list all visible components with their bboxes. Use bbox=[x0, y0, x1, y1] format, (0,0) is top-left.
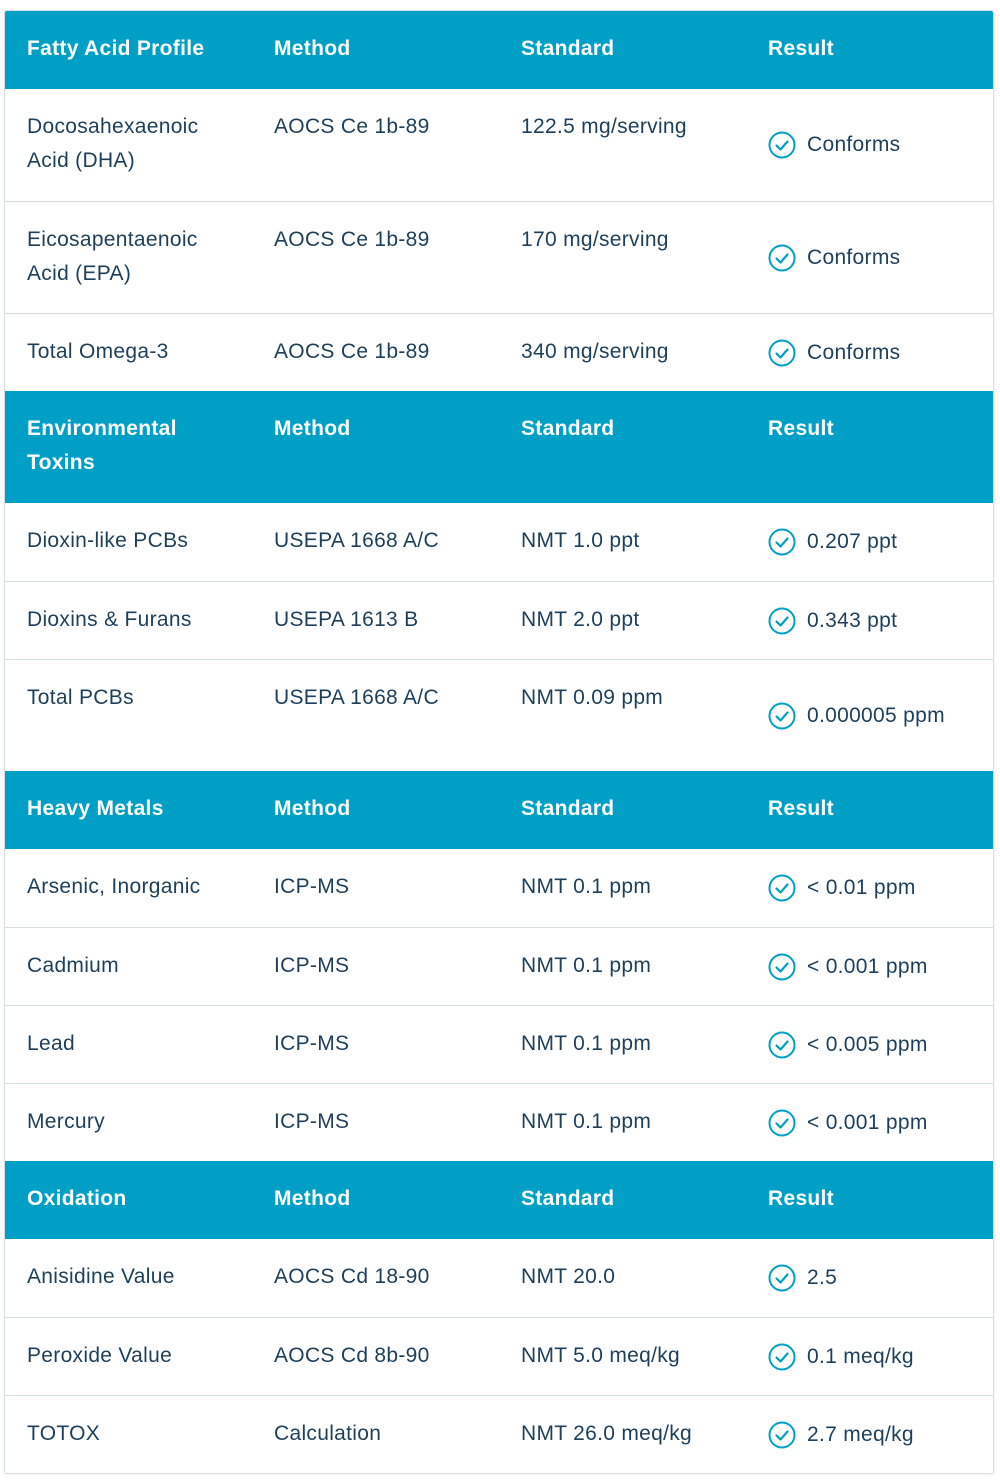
result-cell bbox=[746, 1006, 993, 1083]
result-cell bbox=[746, 503, 993, 581]
table-row bbox=[5, 1239, 993, 1317]
analyte-name: TOTOX bbox=[27, 1422, 101, 1445]
result-value: 0.343 ppt bbox=[807, 608, 898, 632]
table-row bbox=[5, 659, 993, 771]
table-row bbox=[5, 1395, 993, 1473]
standard-value: 340 mg/serving bbox=[521, 340, 669, 363]
check-circle-icon bbox=[768, 131, 796, 159]
column-header-method: Method bbox=[274, 797, 351, 820]
result-cell bbox=[746, 928, 993, 1005]
result-cell bbox=[746, 1084, 993, 1161]
column-header-standard: Standard bbox=[521, 37, 615, 60]
column-header-result: Result bbox=[768, 1187, 834, 1210]
section-header-heavy-metals bbox=[5, 771, 993, 849]
analyte-name: Cadmium bbox=[27, 954, 119, 977]
result-value: Conforms bbox=[807, 133, 901, 156]
result-value: Conforms bbox=[807, 340, 901, 364]
standard-value: 122.5 mg/serving bbox=[521, 115, 687, 138]
standard-value: NMT 0.1 ppm bbox=[521, 875, 652, 898]
method-value: AOCS Ce 1b-89 bbox=[274, 340, 430, 363]
standard-value: NMT 2.0 ppt bbox=[521, 608, 640, 631]
check-circle-icon bbox=[768, 874, 796, 902]
result-value: 0.000005 ppm bbox=[807, 703, 945, 727]
method-value: AOCS Ce 1b-89 bbox=[274, 115, 430, 138]
table-row bbox=[5, 503, 993, 581]
result-value: < 0.005 ppm bbox=[807, 1032, 928, 1056]
result-value: 0.207 ppt bbox=[807, 530, 898, 553]
method-value: ICP-MS bbox=[274, 954, 350, 977]
result-cell bbox=[746, 89, 993, 201]
result-cell bbox=[746, 849, 993, 927]
result-value: < 0.001 ppm bbox=[807, 954, 928, 978]
check-circle-icon bbox=[768, 1109, 796, 1137]
table-row bbox=[5, 581, 993, 659]
section-header-fatty-acid-profile bbox=[5, 11, 993, 89]
check-circle-icon bbox=[768, 528, 796, 556]
check-circle-icon bbox=[768, 1264, 796, 1292]
result-value: 2.5 bbox=[807, 1266, 838, 1289]
column-header-method: Method bbox=[274, 1187, 351, 1210]
result-value: < 0.001 ppm bbox=[807, 1110, 928, 1134]
table-row bbox=[5, 89, 993, 201]
section-header-environmental-toxins bbox=[5, 391, 993, 503]
standard-value: NMT 5.0 meq/kg bbox=[521, 1344, 681, 1367]
standard-value: NMT 0.1 ppm bbox=[521, 1110, 652, 1133]
standard-value: NMT 1.0 ppt bbox=[521, 529, 640, 552]
table-row bbox=[5, 201, 993, 313]
analyte-name: Eicosapentaenoic Acid (EPA) bbox=[27, 228, 198, 285]
analyte-name: Mercury bbox=[27, 1110, 105, 1133]
result-cell bbox=[746, 202, 993, 313]
check-circle-icon bbox=[768, 1421, 796, 1449]
standard-value: NMT 0.1 ppm bbox=[521, 1032, 652, 1055]
result-value: Conforms bbox=[807, 245, 901, 269]
column-header-result: Result bbox=[768, 37, 834, 60]
analyte-name: Dioxin-like PCBs bbox=[27, 529, 189, 552]
column-header-method: Method bbox=[274, 37, 351, 60]
section-header-oxidation bbox=[5, 1161, 993, 1239]
check-circle-icon bbox=[768, 953, 796, 981]
column-header-standard: Standard bbox=[521, 1187, 615, 1210]
section-title: Environmental Toxins bbox=[27, 417, 177, 474]
result-cell bbox=[746, 1396, 993, 1473]
analyte-name: Anisidine Value bbox=[27, 1265, 175, 1288]
analyte-name: Lead bbox=[27, 1032, 75, 1055]
analyte-name: Docosahexaenoic Acid (DHA) bbox=[27, 115, 199, 172]
section-title: Oxidation bbox=[27, 1187, 127, 1210]
analyte-name: Total Omega-3 bbox=[27, 340, 169, 363]
table-row bbox=[5, 1317, 993, 1395]
result-cell bbox=[746, 582, 993, 659]
method-value: ICP-MS bbox=[274, 875, 350, 898]
result-cell bbox=[746, 1239, 993, 1317]
test-results-table bbox=[4, 10, 994, 1474]
method-value: USEPA 1668 A/C bbox=[274, 686, 439, 709]
method-value: ICP-MS bbox=[274, 1110, 350, 1133]
result-cell bbox=[746, 1318, 993, 1395]
method-value: USEPA 1613 B bbox=[274, 608, 419, 631]
table-row bbox=[5, 927, 993, 1005]
result-value: 2.7 meq/kg bbox=[807, 1422, 914, 1446]
standard-value: 170 mg/serving bbox=[521, 228, 669, 251]
method-value: Calculation bbox=[274, 1422, 382, 1445]
column-header-standard: Standard bbox=[521, 797, 615, 820]
column-header-result: Result bbox=[768, 797, 834, 820]
check-circle-icon bbox=[768, 702, 796, 730]
result-cell bbox=[746, 660, 993, 771]
table-row bbox=[5, 1083, 993, 1161]
analyte-name: Total PCBs bbox=[27, 686, 134, 709]
check-circle-icon bbox=[768, 607, 796, 635]
standard-value: NMT 0.1 ppm bbox=[521, 954, 652, 977]
column-header-result: Result bbox=[768, 417, 834, 440]
table-row bbox=[5, 1005, 993, 1083]
result-value: < 0.01 ppm bbox=[807, 876, 916, 899]
method-value: AOCS Ce 1b-89 bbox=[274, 228, 430, 251]
section-title: Heavy Metals bbox=[27, 797, 164, 820]
standard-value: NMT 0.09 ppm bbox=[521, 686, 664, 709]
check-circle-icon bbox=[768, 339, 796, 367]
analyte-name: Peroxide Value bbox=[27, 1344, 173, 1367]
analyte-name: Arsenic, Inorganic bbox=[27, 875, 201, 898]
column-header-method: Method bbox=[274, 417, 351, 440]
check-circle-icon bbox=[768, 1031, 796, 1059]
standard-value: NMT 26.0 meq/kg bbox=[521, 1422, 693, 1445]
analyte-name: Dioxins & Furans bbox=[27, 608, 192, 631]
check-circle-icon bbox=[768, 1343, 796, 1371]
result-cell bbox=[746, 314, 993, 391]
column-header-standard: Standard bbox=[521, 417, 615, 440]
standard-value: NMT 20.0 bbox=[521, 1265, 616, 1288]
method-value: AOCS Cd 18-90 bbox=[274, 1265, 430, 1288]
method-value: USEPA 1668 A/C bbox=[274, 529, 439, 552]
table-row bbox=[5, 313, 993, 391]
method-value: AOCS Cd 8b-90 bbox=[274, 1344, 430, 1367]
table-row bbox=[5, 849, 993, 927]
check-circle-icon bbox=[768, 244, 796, 272]
section-title: Fatty Acid Profile bbox=[27, 37, 205, 60]
result-value: 0.1 meq/kg bbox=[807, 1344, 914, 1368]
method-value: ICP-MS bbox=[274, 1032, 350, 1055]
